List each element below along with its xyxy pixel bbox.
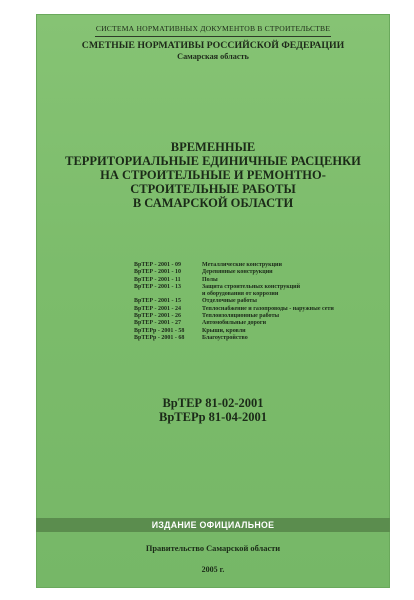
designation: ВрТЕРр 81-04-2001 bbox=[158, 410, 267, 424]
list-item bbox=[134, 335, 384, 342]
collection-description: Автомобильные дороги bbox=[202, 320, 267, 327]
collection-code: ВрТЕР - 2001 - 11 bbox=[134, 276, 181, 283]
publisher-name: Правительство Самарской области bbox=[145, 544, 281, 553]
collection-description: Крыши, кровли bbox=[202, 327, 246, 334]
cover-header bbox=[36, 24, 390, 61]
title-line: В САМАРСКОЙ ОБЛАСТИ bbox=[132, 196, 294, 210]
title-line: ТЕРРИТОРИАЛЬНЫЕ ЕДИНИЧНЫЕ РАСЦЕНКИ bbox=[65, 154, 361, 168]
collection-code: ВрТЕР - 2001 - 27 bbox=[134, 320, 182, 327]
collection-code: ВрТЕР - 2001 - 13 bbox=[134, 283, 182, 290]
collection-code: ВрТЕР - 2001 - 15 bbox=[134, 298, 182, 305]
edition-label: ИЗДАНИЕ ОФИЦИАЛЬНОЕ bbox=[151, 520, 275, 530]
collection-description: Деревянные конструкции bbox=[202, 269, 273, 276]
collection-code: ВрТЕР - 2001 - 24 bbox=[134, 305, 182, 312]
collection-code bbox=[134, 291, 202, 298]
collection-description: Металлические конструкции bbox=[202, 262, 282, 268]
header-divider bbox=[95, 36, 331, 37]
list-item bbox=[134, 320, 384, 327]
list-item bbox=[134, 277, 384, 284]
series-title: СМЕТНЫЕ НОРМАТИВЫ РОССИЙСКОЙ ФЕДЕРАЦИИ bbox=[81, 40, 345, 51]
region-name: Самарская область bbox=[177, 52, 249, 61]
collection-code: ВрТЕР - 2001 - 26 bbox=[134, 313, 182, 320]
designation: ВрТЕР 81-02-2001 bbox=[162, 396, 264, 410]
collection-description: Полы bbox=[202, 276, 218, 283]
collection-code: ВрТЕРр - 2001 - 58 bbox=[134, 327, 185, 334]
list-item bbox=[134, 306, 384, 313]
collection-code: ВрТЕР - 2001 - 09 bbox=[134, 262, 182, 268]
document-cover bbox=[36, 14, 390, 588]
list-item bbox=[134, 269, 384, 276]
collection-description: Защита строительных конструкций bbox=[202, 283, 301, 290]
collection-description: Отделочные работы bbox=[202, 298, 257, 305]
collection-code: ВрТЕРр - 2001 - 68 bbox=[134, 334, 185, 341]
collection-description: Теплоизоляционные работы bbox=[202, 313, 280, 320]
list-item bbox=[134, 328, 384, 335]
edition-banner bbox=[36, 518, 390, 532]
publication-year: 2005 г. bbox=[201, 565, 225, 574]
document-title bbox=[36, 140, 390, 210]
collection-description: и оборудования от коррозии bbox=[202, 291, 279, 298]
system-title: СИСТЕМА НОРМАТИВНЫХ ДОКУМЕНТОВ В СТРОИТЕЛЬСТВЕ bbox=[95, 24, 331, 33]
document-designations bbox=[36, 396, 390, 424]
collection-code: ВрТЕР - 2001 - 10 bbox=[134, 269, 182, 276]
list-item bbox=[134, 262, 384, 269]
list-item bbox=[134, 298, 384, 305]
title-line: СТРОИТЕЛЬНЫЕ РАБОТЫ bbox=[130, 182, 296, 196]
title-line: ВРЕМЕННЫЕ bbox=[170, 140, 256, 154]
list-item bbox=[134, 291, 384, 298]
collection-description: Благоустройство bbox=[202, 334, 248, 341]
collection-description: Теплоснабжение и газопроводы - наружные сети bbox=[202, 305, 334, 312]
title-line: НА СТРОИТЕЛЬНЫЕ И РЕМОНТНО- bbox=[100, 168, 326, 182]
collection-list bbox=[134, 262, 384, 342]
